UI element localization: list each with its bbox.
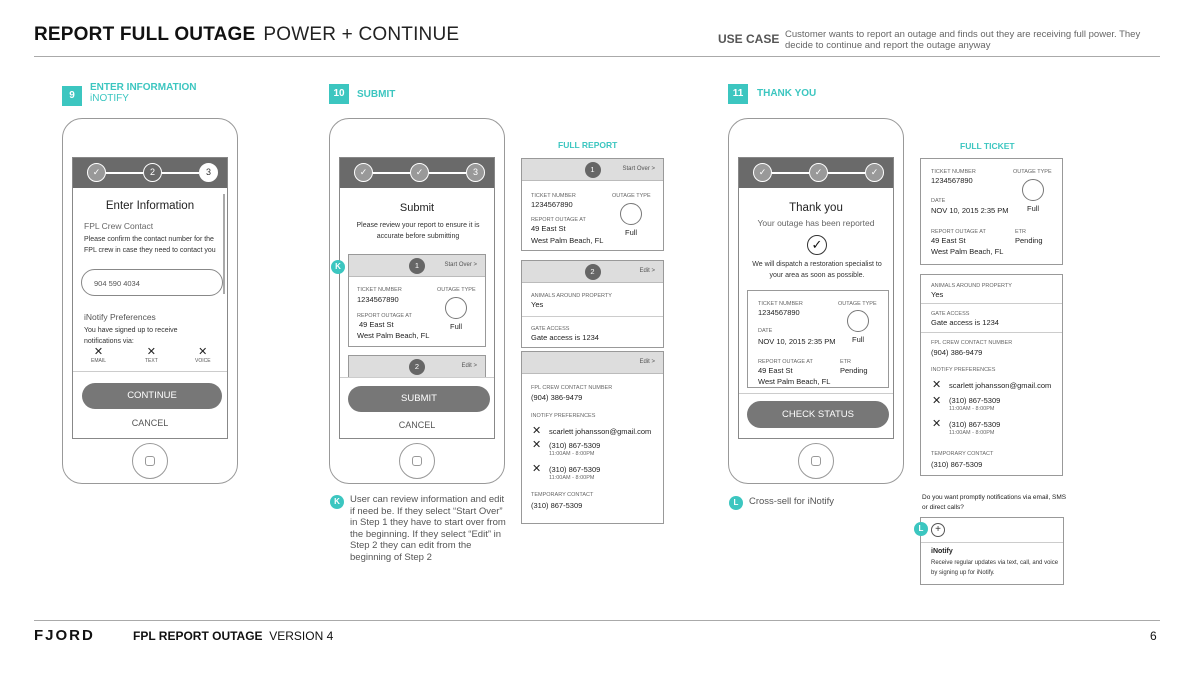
email-value: scarlett johansson@gmail.com	[549, 427, 652, 436]
step-1-check-icon: ✓	[753, 163, 772, 182]
x-icon: ✕	[532, 425, 542, 437]
step-1-check-icon: ✓	[87, 163, 106, 182]
gate-label: GATE ACCESS	[531, 326, 570, 332]
x-icon: ✕	[932, 379, 942, 391]
annotation-l-text: Cross-sell for iNotify	[749, 496, 834, 507]
cross-sell-title: iNotify	[931, 548, 953, 555]
screen-title: Enter Information	[105, 200, 195, 212]
type-label: OUTAGE TYPE	[1013, 169, 1052, 175]
step-11-number: 11	[728, 84, 748, 104]
step-11-label: THANK YOU	[757, 88, 817, 99]
x-icon: ✕	[532, 439, 542, 451]
address-line1: 49 East St	[359, 320, 394, 329]
ticket-label: TICKET NUMBER	[758, 301, 803, 307]
step-2-check-icon: ✓	[809, 163, 828, 182]
card-number: 2	[585, 264, 601, 280]
ticket-value: 1234567890	[531, 200, 573, 209]
crew-label: FPL CREW CONTACT NUMBER	[531, 385, 613, 391]
outage-type-icon	[847, 310, 869, 332]
start-over-link[interactable]: Start Over >	[444, 262, 477, 268]
screen-enter-information	[72, 157, 228, 439]
address-line2: West Palm Beach, FL	[758, 377, 831, 386]
time1-value: 11:00AM - 8:00PM	[949, 406, 995, 412]
etr-label: ETR	[1015, 229, 1026, 235]
phone2-value: (310) 867-5309	[549, 465, 601, 474]
phone-frame-10	[329, 118, 505, 484]
full-ticket-card-1	[920, 158, 1063, 265]
home-button[interactable]	[132, 443, 168, 479]
cross-sell-card	[920, 517, 1064, 585]
type-value: Full	[625, 228, 638, 237]
home-button[interactable]	[798, 443, 834, 479]
cancel-link[interactable]: CANCEL	[131, 418, 169, 428]
email-value: scarlett johansson@gmail.com	[949, 381, 1052, 390]
annotation-k-marker: K	[331, 260, 345, 274]
fjord-logo: FJORD	[34, 627, 95, 644]
step-2-indicator: 2	[143, 163, 162, 182]
step-3-indicator: 3	[466, 163, 485, 182]
review-card-step2	[348, 355, 486, 377]
address-line2: West Palm Beach, FL	[531, 236, 604, 245]
annotation-k-text: User can review information and edit if need be. If they select “Start Over” in Step 1 they have to start over from the beginning. If they select “Edit” in Step 2 they can edit from the beginning of Step 2	[350, 494, 506, 563]
card-number: 1	[409, 258, 425, 274]
animals-label: ANIMALS AROUND PROPERTY	[931, 283, 1012, 289]
outage-type-icon	[1022, 179, 1044, 201]
etr-value: Pending	[1015, 236, 1043, 245]
x-icon: ✕	[932, 395, 942, 407]
ticket-label: TICKET NUMBER	[531, 193, 576, 199]
x-icon: ✕	[93, 346, 104, 358]
phone-input[interactable]: 904 590 4034	[81, 269, 223, 296]
gate-value: Gate access is 1234	[931, 318, 999, 327]
annotation-k-badge: K	[330, 495, 344, 509]
type-value: Full	[450, 322, 463, 331]
cross-sell-question: Do you want promptly notifications via email, SMS or direct calls?	[922, 494, 1067, 511]
footer-project: FPL REPORT OUTAGE VERSION 4	[133, 629, 334, 643]
opt-text[interactable]: ✕ TEXT	[145, 346, 158, 364]
etr-value: Pending	[840, 366, 868, 375]
address-line1: 49 East St	[531, 224, 566, 233]
outage-type-icon	[620, 203, 642, 225]
phone1-value: (310) 867-5309	[949, 396, 1001, 405]
type-label: OUTAGE TYPE	[838, 301, 877, 307]
x-icon: ✕	[146, 346, 156, 358]
page-title: REPORT FULL OUTAGE POWER + CONTINUE	[34, 24, 460, 45]
temp-value: (310) 867-5309	[931, 460, 983, 469]
crew-value: (904) 386-9479	[931, 348, 983, 357]
opt-voice[interactable]: ✕ VOICE	[195, 346, 211, 364]
temp-value: (310) 867-5309	[531, 501, 583, 510]
address-label: REPORT OUTAGE AT	[357, 313, 412, 319]
gate-value: Gate access is 1234	[531, 333, 599, 342]
screen-submit	[339, 157, 495, 439]
date-label: DATE	[931, 198, 946, 204]
card-number: 2	[409, 359, 425, 375]
ticket-card	[747, 290, 889, 388]
progress-bar	[739, 158, 893, 188]
step-3-indicator: 3	[199, 163, 218, 182]
temp-label: TEMPORARY CONTACT	[931, 451, 994, 457]
instruction-text: Please confirm the contact number for the FPL crew in case they need to contact you	[84, 236, 216, 254]
header-divider	[34, 56, 1160, 57]
screen-title: Thank you	[789, 202, 843, 214]
ticket-label: TICKET NUMBER	[931, 169, 976, 175]
date-label: DATE	[758, 328, 773, 334]
x-icon: ✕	[932, 418, 942, 430]
type-value: Full	[1027, 204, 1040, 213]
annotation-l-badge: L	[729, 496, 743, 510]
time2-value: 11:00AM - 8:00PM	[949, 430, 995, 436]
instruction-text: Please review your report to ensure it is accurate before submitting	[356, 222, 480, 240]
page-number: 6	[1150, 629, 1157, 643]
full-report-card-1	[521, 158, 664, 251]
step-3-check-icon: ✓	[865, 163, 884, 182]
crew-value: (904) 386-9479	[531, 393, 583, 402]
review-card-step1	[348, 254, 486, 347]
submit-button[interactable]: SUBMIT	[348, 386, 490, 412]
step-9-label: ENTER INFORMATION iNOTIFY	[90, 82, 197, 104]
cross-sell-text: Receive regular updates via text, call, and voice by signing up for iNotify.	[931, 560, 1059, 576]
address-line2: West Palm Beach, FL	[931, 247, 1004, 256]
crew-label: FPL CREW CONTACT NUMBER	[931, 340, 1013, 346]
screen-title: Submit	[399, 202, 435, 214]
opt-email[interactable]: ✕ EMAIL	[91, 346, 107, 364]
card-number: 1	[585, 162, 601, 178]
full-ticket-title: FULL TICKET	[960, 141, 1015, 151]
address-label: REPORT OUTAGE AT	[531, 217, 586, 223]
edit-link[interactable]: Edit >	[639, 268, 655, 274]
full-ticket-card-2	[920, 274, 1063, 476]
screen-thank-you	[738, 157, 894, 439]
etr-label: ETR	[840, 359, 851, 365]
phone-frame-9	[62, 118, 238, 484]
time1-value: 11:00AM - 8:00PM	[549, 451, 595, 457]
phone1-value: (310) 867-5309	[549, 441, 601, 450]
screen-subtitle: Your outage has been reported	[757, 218, 875, 228]
pref-label: INOTIFY PREFERENCES	[931, 367, 996, 373]
full-report-card-2	[521, 260, 664, 348]
date-value: NOV 10, 2015 2:35 PM	[931, 206, 1009, 215]
check-status-button[interactable]: CHECK STATUS	[747, 401, 889, 428]
type-value: Full	[852, 335, 865, 344]
continue-button[interactable]: CONTINUE	[82, 383, 222, 409]
ticket-value: 1234567890	[758, 308, 800, 317]
use-case-text: Customer wants to report an outage and finds out they are receiving full power. They decide to continue and report the outage anyway	[785, 29, 1141, 51]
step-10-number: 10	[329, 84, 349, 104]
cancel-link[interactable]: CANCEL	[398, 420, 436, 430]
phone-frame-11	[728, 118, 904, 484]
ticket-value: 1234567890	[357, 295, 399, 304]
use-case-label: USE CASE	[718, 32, 780, 46]
animals-label: ANIMALS AROUND PROPERTY	[531, 293, 612, 299]
animals-value: Yes	[931, 290, 944, 299]
gate-label: GATE ACCESS	[931, 311, 970, 317]
temp-label: TEMPORARY CONTACT	[531, 492, 594, 498]
address-line2: West Palm Beach, FL	[357, 331, 430, 340]
progress-bar	[340, 158, 494, 188]
section-title: FPL Crew Contact	[84, 221, 154, 231]
inotify-title: iNotify Preferences	[84, 312, 156, 322]
animals-value: Yes	[531, 300, 544, 309]
progress-bar	[73, 158, 227, 188]
address-line1: 49 East St	[758, 366, 793, 375]
start-over-link[interactable]: Start Over >	[622, 166, 655, 172]
type-label: OUTAGE TYPE	[612, 193, 651, 199]
outage-type-icon	[445, 297, 467, 319]
x-icon: ✕	[532, 463, 542, 475]
footer-divider	[34, 620, 1160, 621]
step-2-check-icon: ✓	[410, 163, 429, 182]
step-10-label: SUBMIT	[357, 89, 396, 100]
annotation-l-marker: L	[914, 522, 928, 536]
edit-link[interactable]: Edit >	[461, 363, 477, 369]
address-label: REPORT OUTAGE AT	[758, 359, 813, 365]
inotify-text: You have signed up to receive notifications via:	[84, 327, 178, 345]
type-label: OUTAGE TYPE	[437, 287, 476, 293]
pref-label: INOTIFY PREFERENCES	[531, 413, 596, 419]
time2-value: 11:00AM - 8:00PM	[549, 475, 595, 481]
full-report-title: FULL REPORT	[558, 140, 618, 150]
step-9-number: 9	[62, 86, 82, 106]
page-subtitle: POWER + CONTINUE	[263, 24, 460, 45]
edit-link[interactable]: Edit >	[639, 359, 655, 365]
address-label: REPORT OUTAGE AT	[931, 229, 986, 235]
dispatch-message: We will dispatch a restoration specialist to your area as soon as possible.	[752, 261, 882, 279]
x-icon: ✕	[198, 346, 208, 358]
phone2-value: (310) 867-5309	[949, 420, 1001, 429]
full-report-card-3	[521, 351, 664, 524]
plus-icon[interactable]: +	[931, 523, 945, 537]
ticket-label: TICKET NUMBER	[357, 287, 402, 293]
address-line1: 49 East St	[931, 236, 966, 245]
step-1-check-icon: ✓	[354, 163, 373, 182]
home-button[interactable]	[399, 443, 435, 479]
ticket-value: 1234567890	[931, 176, 973, 185]
date-value: NOV 10, 2015 2:35 PM	[758, 337, 836, 346]
check-icon: ✓	[807, 235, 827, 255]
